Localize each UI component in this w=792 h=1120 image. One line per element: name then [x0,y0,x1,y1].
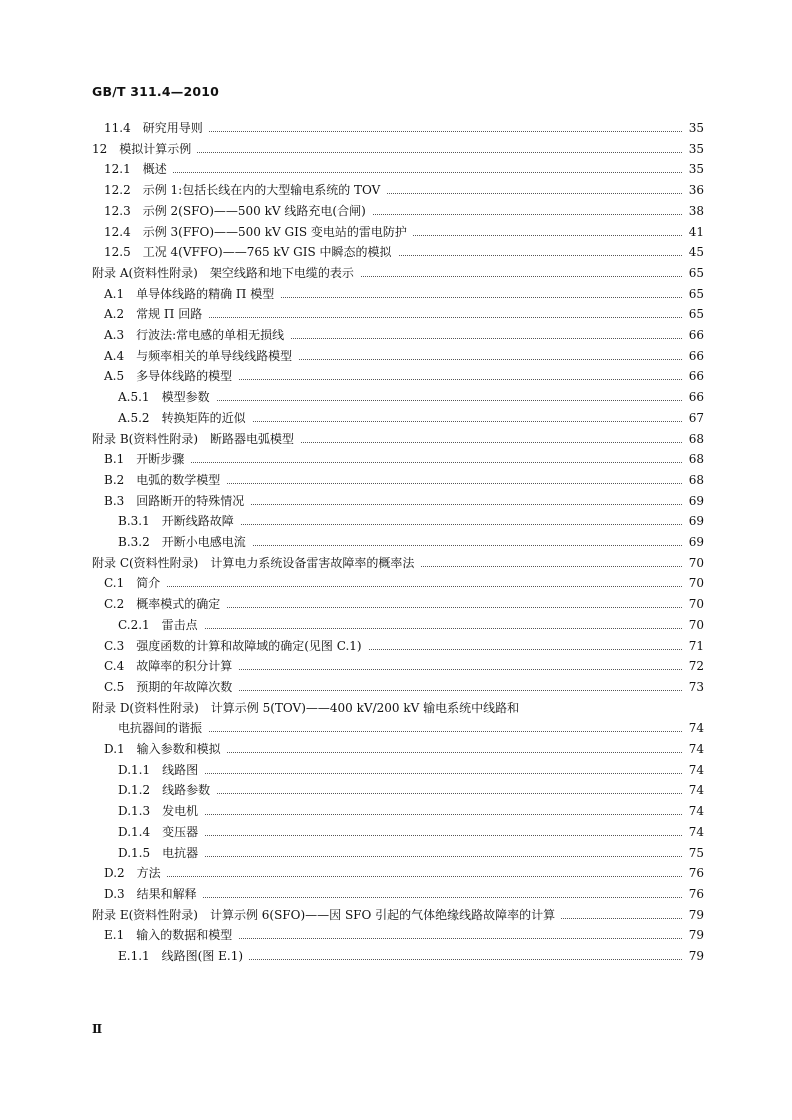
toc-entry-label: D.1.1 线路图 [118,760,204,780]
toc-entry-page: 74 [683,760,704,780]
toc-entry-page: 69 [683,532,704,552]
toc-dot-leader [150,856,692,857]
toc-entry-label: 12.5 工况 4(VFFO)——765 kV GIS 中瞬态的模拟 [104,242,398,262]
toc-entry-page: 66 [683,387,704,407]
page-number: Ⅱ [92,1022,103,1036]
toc-entry-label: C.1 简介 [104,573,166,593]
toc-entry-label: D.1.5 电抗器 [118,843,204,863]
toc-dot-leader [150,152,692,153]
toc-entry[interactable] [0,263,792,283]
toc-entry-page: 74 [683,801,704,821]
toc-dot-leader [150,731,692,732]
toc-entry-page: 38 [683,201,704,221]
toc-entry[interactable] [0,201,792,221]
toc-entry-page: 74 [683,718,704,738]
toc-entry-label: A.3 行波法:常电感的单相无损线 [104,325,290,345]
toc-entry[interactable] [0,180,792,200]
toc-entry-page: 45 [683,242,704,262]
toc-entry[interactable] [0,325,792,345]
toc-entry-label: C.4 故障率的积分计算 [104,656,238,676]
toc-entry[interactable] [0,387,792,407]
toc-entry-label: 附录 D(资料性附录) 计算示例 5(TOV)——400 kV/200 kV 输电系统中线路和 [92,698,525,718]
toc-entry[interactable] [0,429,792,449]
toc-dot-leader [150,483,692,484]
toc-entry[interactable] [0,284,792,304]
toc-entry[interactable] [0,677,792,697]
toc-entry-page: 74 [683,739,704,759]
toc-entry-label: D.1.2 线路参数 [118,780,216,800]
toc-entry[interactable] [0,843,792,863]
toc-dot-leader [150,814,692,815]
toc-entry-page: 75 [683,843,704,863]
toc-entry-label: 附录 B(资料性附录) 断路器电弧模型 [92,429,300,449]
toc-entry-label: E.1 输入的数据和模型 [104,925,238,945]
toc-entry[interactable] [0,822,792,842]
toc-entry[interactable] [0,346,792,366]
toc-entry-page: 70 [683,573,704,593]
toc-dot-leader [150,752,692,753]
toc-entry[interactable] [0,946,792,966]
toc-entry-label: C.2 概率模式的确定 [104,594,226,614]
toc-entry-page: 68 [683,429,704,449]
toc-entry[interactable] [0,615,792,635]
toc-entry-label: C.5 预期的年故障次数 [104,677,238,697]
toc-entry-label: 12.3 示例 2(SFO)——500 kV 线路充电(合闸) [104,201,372,221]
toc-entry-label: D.1.3 发电机 [118,801,204,821]
toc-entry-page: 66 [683,346,704,366]
toc-entry-label: A.1 单导体线路的精确 Π 模型 [104,284,280,304]
toc-entry-label: B.3.2 开断小电感电流 [118,532,252,552]
toc-dot-leader [150,586,692,587]
toc-entry-label: A.5 多导体线路的模型 [104,366,238,386]
toc-entry-label: B.1 开断步骤 [104,449,190,469]
toc-entry[interactable] [0,801,792,821]
toc-entry-page: 65 [683,304,704,324]
toc-entry-page: 36 [683,180,704,200]
toc-entry[interactable] [0,242,792,262]
toc-entry-page: 68 [683,449,704,469]
toc-entry-page: 35 [683,118,704,138]
toc-entry[interactable] [0,139,792,159]
toc-entry[interactable] [0,470,792,490]
toc-entry-label: D.2 方法 [104,863,167,883]
toc-entry-label: D.3 结果和解释 [104,884,203,904]
toc-entry[interactable] [0,159,792,179]
toc-entry-page: 74 [683,822,704,842]
toc-entry-label: A.4 与频率相关的单导线线路模型 [104,346,298,366]
toc-dot-leader [150,897,692,898]
toc-dot-leader [150,131,692,132]
toc-dot-leader [150,793,692,794]
toc-entry[interactable] [0,780,792,800]
toc-entry-page: 69 [683,491,704,511]
toc-entry-label: 12.1 概述 [104,159,173,179]
toc-entry-page: 70 [683,553,704,573]
toc-entry[interactable] [0,532,792,552]
toc-entry[interactable] [0,222,792,242]
toc-entry-label: 附录 C(资料性附录) 计算电力系统设备雷害故障率的概率法 [92,553,420,573]
toc-entry[interactable] [0,304,792,324]
toc-entry[interactable] [0,553,792,573]
toc-entry-page: 66 [683,366,704,386]
toc-entry[interactable] [0,594,792,614]
toc-entry[interactable] [0,366,792,386]
toc-entry-page: 41 [683,222,704,242]
toc-entry-label: D.1 输入参数和模拟 [104,739,227,759]
toc-entry-label: D.1.4 变压器 [118,822,204,842]
toc-entry-label: 12.4 示例 3(FFO)——500 kV GIS 变电站的雷电防护 [104,222,413,242]
toc-entry-page: 69 [683,511,704,531]
toc-dot-leader [150,317,692,318]
toc-entry-label: 12.2 示例 1:包括长线在内的大型输电系统的 TOV [104,180,386,200]
toc-entry[interactable] [0,925,792,945]
toc-entry-label: C.2.1 雷击点 [118,615,204,635]
toc-entry[interactable] [0,491,792,511]
toc-entry-page: 70 [683,594,704,614]
toc-entry-continuation[interactable] [0,718,792,738]
toc-dot-leader [150,773,692,774]
toc-entry-label: 附录 A(资料性附录) 架空线路和地下电缆的表示 [92,263,360,283]
toc-entry-page: 79 [683,946,704,966]
toc-entry-page: 66 [683,325,704,345]
toc-entry-label: B.3.1 开断线路故障 [118,511,240,531]
toc-entry-page: 76 [683,863,704,883]
toc-entry-label: A.2 常规 Π 回路 [104,304,208,324]
toc-entry[interactable] [0,884,792,904]
toc-dot-leader [150,835,692,836]
toc-entry[interactable] [0,511,792,531]
toc-entry-label: 附录 E(资料性附录) 计算示例 6(SFO)——因 SFO 引起的气体绝缘线路故障率的计算 [92,905,561,925]
toc-entry-page: 73 [683,677,704,697]
toc-dot-leader [150,876,692,877]
toc-entry-label: E.1.1 线路图(图 E.1) [118,946,249,966]
toc-dot-leader [150,462,692,463]
toc-entry-page: 68 [683,470,704,490]
toc-entry-page: 67 [683,408,704,428]
toc-entry[interactable] [0,863,792,883]
toc-entry[interactable] [0,760,792,780]
toc-entry-page: 65 [683,284,704,304]
toc-entry-page: 74 [683,780,704,800]
toc-entry[interactable] [0,656,792,676]
toc-entry[interactable] [0,408,792,428]
toc-dot-leader [150,628,692,629]
toc-dot-leader [150,607,692,608]
toc-entry-page: 70 [683,615,704,635]
toc-dot-leader [150,172,692,173]
toc-entry[interactable] [0,739,792,759]
toc-entry-page: 76 [683,884,704,904]
toc-entry-page: 35 [683,139,704,159]
toc-entry[interactable] [0,449,792,469]
toc-entry-label: 12 模拟计算示例 [92,139,197,159]
standard-code-header: GB/T 311.4—2010 [92,84,220,99]
toc-entry-page: 65 [683,263,704,283]
toc-entry[interactable] [0,905,792,925]
toc-entry-continuation-label: 电抗器间的谐振 [118,718,208,738]
toc-entry[interactable] [0,573,792,593]
toc-entry-label: B.3 回路断开的特殊情况 [104,491,250,511]
toc-entry-label: A.5.1 模型参数 [118,387,216,407]
toc-entry-label: B.2 电弧的数学模型 [104,470,226,490]
toc-entry-page: 72 [683,656,704,676]
toc-entry-label: A.5.2 转换矩阵的近似 [118,408,252,428]
toc-entry[interactable] [0,636,792,656]
toc-entry-label: 11.4 研究用导则 [104,118,209,138]
toc-entry-label: C.3 强度函数的计算和故障域的确定(见图 C.1) [104,636,368,656]
toc-entry-page: 79 [683,905,704,925]
toc-entry[interactable] [0,698,792,718]
toc-entry-page: 35 [683,159,704,179]
toc-dot-leader [150,400,692,401]
toc-entry-page: 71 [683,636,704,656]
toc-entry-page: 79 [683,925,704,945]
toc-entry[interactable] [0,118,792,138]
